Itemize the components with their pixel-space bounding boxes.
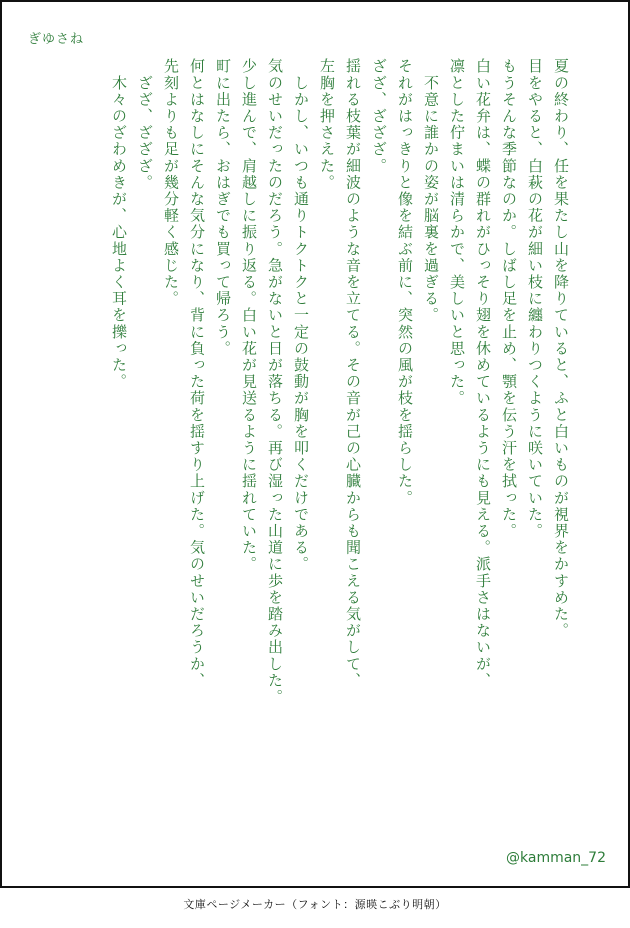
- footer-caption: 文庫ページメーカー（フォント：源暎こぶり明朝）: [183, 898, 447, 911]
- header-title: ぎゆさね: [28, 32, 85, 47]
- text-line: 不意に誰かの姿が脳裏を過ぎる。: [422, 58, 440, 324]
- text-line: 先刻よりも足が幾分軽く感じた。: [162, 58, 180, 307]
- text-line: ざざ、ざざざ。: [370, 58, 388, 175]
- text-line: 町に出たら、おはぎでも買って帰ろう。: [214, 58, 232, 357]
- text-line: 目をやると、白萩の花が細い枝に纏わりつくように咲いていた。: [526, 58, 544, 540]
- text-line: 少し進んで、肩越しに振り返る。白い花が見送るように揺れていた。: [240, 58, 258, 573]
- text-line: ざざ、ざざざ。: [136, 58, 154, 191]
- text-line: 夏の終わり、任を果たし山を降りていると、ふと白いものが視界をかすめた。: [552, 58, 570, 639]
- text-line: しかし、いつも通りトクトクと一定の鼓動が胸を叩くだけである。: [292, 58, 310, 573]
- text-line: 木々のざわめきが、心地よく耳を擽った。: [110, 58, 128, 390]
- vertical-body-text: [106, 58, 574, 838]
- text-line: 何とはなしにそんな気分になり、背に負った荷を揺すり上げた。気のせいだろうか、: [188, 58, 206, 689]
- text-line: もうそんな季節なのか。しばし足を止め、顎を伝う汗を拭った。: [500, 58, 518, 540]
- text-line: 白い花弁は、蝶の群れがひっそり翅を休めているようにも見える。派手さはないが、: [474, 58, 492, 689]
- text-line: 左胸を押さえた。: [318, 58, 336, 191]
- text-line: 揺れる枝葉が細波のような音を立てる。その音が己の心臓からも聞こえる気がして、: [344, 58, 362, 689]
- author-credit: @kamman_72: [506, 850, 606, 866]
- text-line: それがはっきりと像を結ぶ前に、突然の風が枝を揺らした。: [396, 58, 414, 507]
- text-line: 凛とした佇まいは清らかで、美しいと思った。: [448, 58, 466, 407]
- text-line: 気のせいだったのだろう。急がないと日が落ちる。再び湿った山道に歩を踏み出した。: [266, 58, 284, 706]
